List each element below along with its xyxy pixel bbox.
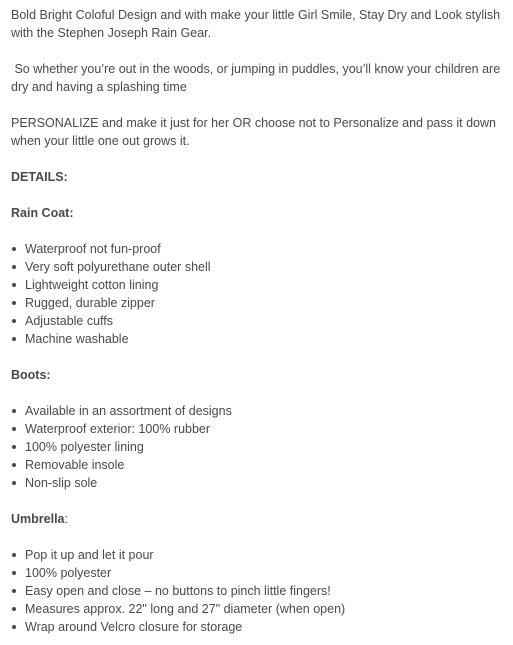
umbrella-heading xyxy=(11,510,502,528)
intro-paragraph-1: Bold Bright Coloful Design and with make your little Girl Smile, Stay Dry and Look stylish with the Stephen Joseph Rain Gear. xyxy=(11,8,501,40)
list-item: Waterproof exterior: 100% rubber xyxy=(25,420,502,438)
list-item: Easy open and close – no buttons to pinch little fingers! xyxy=(25,582,502,600)
rain-coat-heading: Rain Coat: xyxy=(11,206,74,220)
list-item: 100% polyester lining xyxy=(25,438,502,456)
list-item: Available in an assortment of designs xyxy=(25,402,502,420)
list-item: Pop it up and let it pour xyxy=(25,546,502,564)
umbrella-list xyxy=(11,546,502,636)
intro-paragraph-2: So whether you’re out in the woods, or jumping in puddles, you’ll know your children are dry and having a splashing time xyxy=(11,62,501,94)
list-item: Machine washable xyxy=(25,330,502,348)
list-item: Adjustable cuffs xyxy=(25,312,502,330)
list-item: Wrap around Velcro closure for storage xyxy=(25,618,502,636)
list-item: Waterproof not fun-proof xyxy=(25,240,502,258)
details-heading: DETAILS: xyxy=(11,170,68,184)
list-item: Rugged, durable zipper xyxy=(25,294,502,312)
rain-coat-list xyxy=(11,240,502,348)
list-item: Non-slip sole xyxy=(25,474,502,492)
list-item: Measures approx. 22" long and 27" diameter (when open) xyxy=(25,600,502,618)
umbrella-heading-colon: : xyxy=(64,512,68,526)
list-item: Very soft polyurethane outer shell xyxy=(25,258,502,276)
boots-heading: Boots: xyxy=(11,368,51,382)
list-item: Removable insole xyxy=(25,456,502,474)
umbrella-heading-label: Umbrella xyxy=(11,512,65,526)
intro-paragraph-3: PERSONALIZE and make it just for her OR choose not to Personalize and pass it down when your little one out grows it. xyxy=(11,116,496,148)
list-item: 100% polyester xyxy=(25,564,502,582)
list-item: Lightweight cotton lining xyxy=(25,276,502,294)
boots-list xyxy=(11,402,502,492)
